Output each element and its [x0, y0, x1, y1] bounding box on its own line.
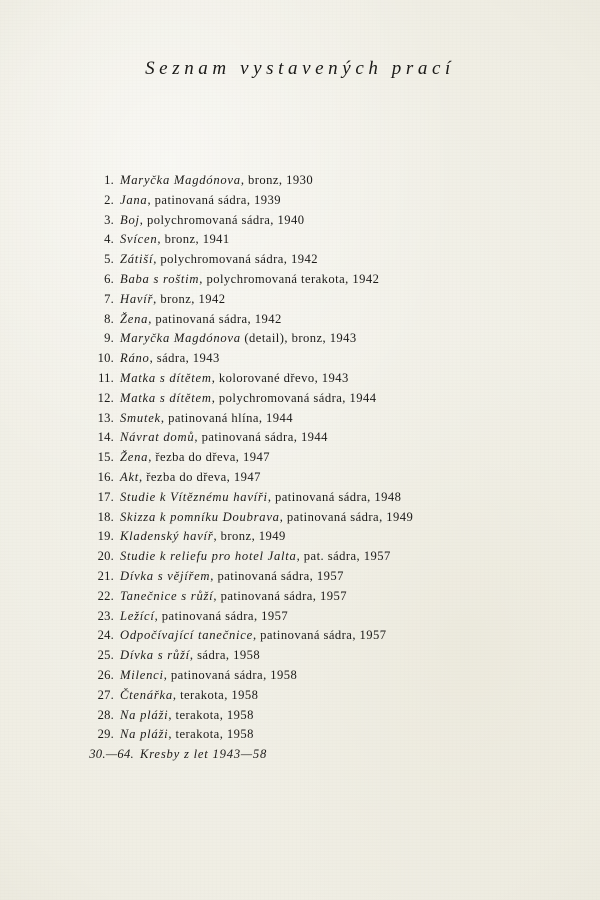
list-item — [88, 230, 558, 250]
list-item-body — [114, 290, 558, 310]
list-item — [88, 706, 558, 726]
work-details: , bronz, 1930 — [240, 173, 314, 187]
work-title: Boj — [120, 212, 140, 227]
work-title: Maryčka Magdónova — [120, 173, 241, 187]
list-item-body — [114, 508, 558, 528]
list-item — [88, 191, 558, 211]
work-title: Milenci — [120, 667, 164, 682]
list-item — [88, 666, 558, 686]
work-details: , patinovaná sádra, 1942 — [148, 311, 282, 326]
work-details: , řezba do dřeva, 1947 — [148, 450, 270, 465]
list-item — [88, 527, 558, 547]
work-title: Matka s dítětem — [120, 370, 212, 385]
list-item-body — [114, 329, 558, 349]
list-item-body — [114, 686, 558, 706]
work-details: , patinovaná sádra, 1957 — [252, 628, 387, 643]
list-item-number: 4. — [104, 232, 114, 247]
list-item — [88, 547, 558, 567]
work-title: Kladenský havíř — [120, 529, 214, 544]
list-item-number: 17. — [97, 489, 114, 504]
list-item-body — [114, 191, 558, 211]
work-details: , bronz, 1941 — [157, 232, 230, 247]
list-item-number: 22. — [97, 588, 114, 603]
work-title: Studie k Vítěznému havíři — [120, 489, 268, 504]
work-title: Dívka s vějířem — [120, 568, 211, 583]
work-details: , bronz, 1949 — [213, 529, 286, 544]
list-item-number: 10. — [97, 351, 114, 366]
list-item-number: 12. — [97, 390, 114, 405]
list-item-number: 26. — [97, 667, 114, 682]
list-item — [88, 171, 558, 191]
list-item — [88, 329, 558, 349]
list-item-body — [114, 547, 558, 567]
list-item — [88, 448, 558, 468]
list-item-number: 14. — [97, 430, 114, 445]
work-title: Ležící — [120, 608, 155, 623]
work-title: Žena — [120, 311, 149, 326]
list-item-number: 23. — [97, 608, 114, 623]
work-title: Studie k reliefu pro hotel Jalta — [120, 549, 297, 564]
list-item-body — [114, 706, 558, 726]
list-item-body — [114, 448, 558, 468]
list-item — [88, 488, 558, 508]
list-item-body — [114, 428, 558, 448]
list-item-body — [114, 468, 558, 488]
list-item-number: 13. — [97, 410, 114, 425]
list-item-number: 20. — [97, 549, 114, 564]
list-item-body — [114, 607, 558, 627]
list-item-body — [114, 230, 558, 250]
work-title: Akt — [120, 469, 140, 484]
list-item — [88, 270, 558, 290]
work-title: Návrat domů — [120, 430, 195, 445]
exhibited-works-list — [88, 171, 558, 765]
list-item — [88, 409, 558, 429]
work-details: , terakota, 1958 — [172, 687, 259, 702]
work-details: , kolorované dřevo, 1943 — [211, 370, 349, 385]
work-details: , polychromovaná sádra, 1942 — [153, 252, 318, 267]
list-item — [88, 508, 558, 528]
work-details: , patinovaná sádra, 1958 — [163, 667, 298, 682]
list-item-number: 1. — [104, 173, 114, 187]
work-details: , patinovaná sádra, 1949 — [279, 509, 414, 524]
list-item — [88, 250, 558, 270]
work-title: Maryčka Magdónova — [120, 331, 241, 346]
list-item-body — [114, 488, 558, 508]
list-item-body — [114, 310, 558, 330]
work-details: , polychromovaná sádra, 1940 — [139, 212, 305, 227]
work-details: , polychromovaná terakota, 1942 — [199, 271, 380, 286]
work-title: Zátiší — [120, 252, 154, 267]
list-item-body — [114, 171, 558, 191]
list-item — [88, 468, 558, 488]
list-item — [88, 686, 558, 706]
list-item — [88, 389, 558, 409]
list-item — [88, 725, 558, 745]
work-details: , patinovaná sádra, 1939 — [147, 192, 282, 207]
work-details: , sádra, 1943 — [149, 351, 220, 366]
list-item-number: 8. — [104, 311, 114, 326]
list-item-number: 25. — [97, 648, 114, 663]
list-item-number: 7. — [104, 291, 114, 306]
list-item-body — [114, 369, 558, 389]
work-title: Žena — [120, 450, 149, 465]
list-item-number: 27. — [97, 687, 114, 702]
work-details: , terakota, 1958 — [168, 707, 254, 722]
work-title: Skizza k pomníku Doubrava — [120, 509, 280, 524]
list-item-number: 9. — [104, 331, 114, 346]
work-details: , patinovaná sádra, 1957 — [210, 568, 344, 583]
work-title: Smutek — [120, 410, 161, 425]
list-item-number: 5. — [104, 252, 114, 267]
page-title: Seznam vystavených prací — [145, 58, 455, 79]
work-title: Kresby z let 1943—58 — [140, 747, 268, 762]
list-item — [88, 349, 558, 369]
list-item-number: 29. — [97, 727, 114, 742]
work-details: (detail), bronz, 1943 — [240, 331, 357, 346]
work-details: , terakota, 1958 — [168, 727, 254, 742]
list-item-number: 24. — [97, 628, 114, 643]
work-details: , patinovaná sádra, 1957 — [213, 588, 347, 603]
list-item-number: 30.—64. — [89, 747, 134, 762]
work-title: Odpočívající tanečnice — [120, 628, 253, 643]
list-item-body — [114, 666, 558, 686]
list-item-number: 11. — [98, 370, 114, 385]
list-item-body — [114, 409, 558, 429]
list-item — [88, 369, 558, 389]
list-item-body — [114, 587, 558, 607]
work-title: Na pláži — [120, 707, 169, 722]
work-details: , bronz, 1942 — [153, 291, 226, 306]
work-title: Ráno — [120, 351, 150, 366]
list-item — [88, 626, 558, 646]
work-details: , řezba do dřeva, 1947 — [139, 469, 261, 484]
work-details: , patinovaná sádra, 1948 — [267, 489, 402, 504]
list-item-number: 3. — [104, 212, 114, 227]
work-title: Jana — [120, 192, 148, 207]
list-item-body — [114, 270, 558, 290]
list-item-body — [114, 389, 558, 409]
list-item-number: 21. — [97, 568, 114, 583]
work-details: , pat. sádra, 1957 — [296, 549, 391, 564]
list-item — [88, 567, 558, 587]
work-details: , patinovaná hlína, 1944 — [160, 410, 294, 425]
list-item — [88, 607, 558, 627]
list-item-body — [114, 567, 558, 587]
list-item-body — [114, 725, 558, 745]
list-item-body — [114, 646, 558, 666]
list-item-number: 2. — [104, 192, 114, 207]
list-item-body — [114, 626, 558, 646]
work-details: , patinovaná sádra, 1957 — [154, 608, 289, 623]
list-item — [88, 310, 558, 330]
list-item — [88, 211, 558, 231]
work-title: Matka s dítětem — [120, 390, 212, 405]
list-item-number: 18. — [97, 509, 114, 524]
list-item — [88, 587, 558, 607]
list-item-body — [114, 349, 558, 369]
work-title: Svícen — [120, 232, 158, 247]
work-title: Na pláži — [120, 727, 169, 742]
list-item-body — [114, 527, 558, 547]
work-title: Havíř — [120, 291, 154, 306]
work-details: , polychromovaná sádra, 1944 — [211, 390, 377, 405]
list-item-body — [114, 211, 558, 231]
list-item-number: 15. — [97, 450, 114, 465]
list-item — [88, 290, 558, 310]
list-item-number: 16. — [97, 469, 114, 484]
list-item-number: 6. — [104, 271, 114, 286]
list-item-body — [114, 250, 558, 270]
list-item-range — [88, 745, 558, 765]
work-title: Baba s roštim — [120, 271, 200, 286]
work-details: , patinovaná sádra, 1944 — [194, 430, 328, 445]
work-details: , sádra, 1958 — [189, 648, 261, 663]
work-title: Tanečnice s růží — [120, 588, 214, 603]
list-item — [88, 428, 558, 448]
list-item — [88, 646, 558, 666]
work-title: Dívka s růží — [120, 648, 190, 663]
list-item-number: 19. — [97, 529, 114, 544]
work-title: Čtenářka — [120, 687, 173, 702]
list-item-number: 28. — [97, 707, 114, 722]
